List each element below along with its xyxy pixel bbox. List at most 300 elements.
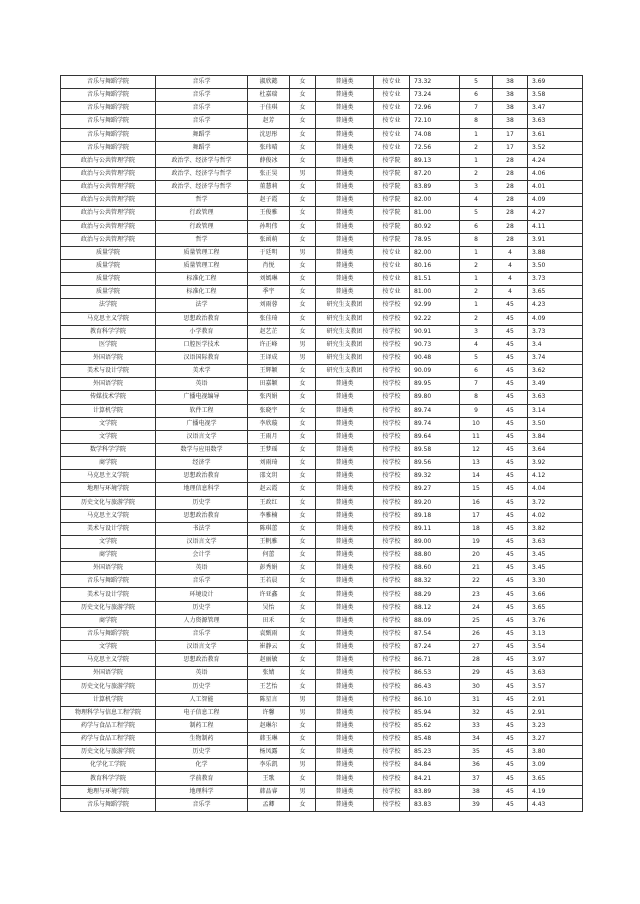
name-cell: 韩品睿 [248, 785, 290, 798]
gender-cell: 女 [290, 575, 316, 588]
gender-cell: 女 [290, 141, 316, 154]
table-row [61, 719, 583, 732]
major-cell: 汉语言文学 [156, 430, 248, 443]
rank-cell: 2 [460, 141, 493, 154]
college-cell: 药学与食品工程学院 [61, 733, 156, 746]
quota-cell: 45 [493, 601, 528, 614]
college-cell: 计算机学院 [61, 693, 156, 706]
gpa-cell: 3.30 [528, 575, 583, 588]
rank-cell: 1 [460, 299, 493, 312]
ranking-scope-cell: 按学校 [374, 549, 410, 562]
major-cell: 英语 [156, 562, 248, 575]
name-cell: 张佳琦 [248, 312, 290, 325]
gender-cell: 女 [290, 299, 316, 312]
name-cell: 陈琪蕾 [248, 522, 290, 535]
major-cell: 舞蹈学 [156, 141, 248, 154]
name-cell: 张丙娟 [248, 391, 290, 404]
ranking-scope-cell: 按专业 [374, 259, 410, 272]
gpa-cell: 3.65 [528, 601, 583, 614]
name-cell: 赵云霞 [248, 483, 290, 496]
quota-cell: 45 [493, 772, 528, 785]
college-cell: 文学院 [61, 417, 156, 430]
ranking-scope-cell: 按学校 [374, 378, 410, 391]
table-row [61, 601, 583, 614]
table-row [61, 259, 583, 272]
category-cell: 普通类 [316, 128, 374, 141]
gpa-cell: 3.74 [528, 351, 583, 364]
quota-cell: 4 [493, 246, 528, 259]
gpa-cell: 3.76 [528, 614, 583, 627]
name-cell: 孙明伟 [248, 220, 290, 233]
rank-cell: 2 [460, 312, 493, 325]
college-cell: 历史文化与旅游学院 [61, 496, 156, 509]
score-cell: 87.20 [410, 167, 460, 180]
name-cell: 杜嘉瑞 [248, 89, 290, 102]
gpa-cell: 3.84 [528, 430, 583, 443]
table-row [61, 443, 583, 456]
gpa-cell: 3.47 [528, 102, 583, 115]
major-cell: 音乐学 [156, 798, 248, 811]
gpa-cell: 3.92 [528, 457, 583, 470]
name-cell: 王艺怡 [248, 680, 290, 693]
gpa-cell: 3.45 [528, 562, 583, 575]
major-cell: 音乐学 [156, 627, 248, 640]
college-cell: 数学科学学院 [61, 443, 156, 456]
table-row [61, 549, 583, 562]
major-cell: 音乐学 [156, 89, 248, 102]
major-cell: 广播电视编导 [156, 391, 248, 404]
major-cell: 地理科学 [156, 785, 248, 798]
score-cell: 72.10 [410, 115, 460, 128]
college-cell: 商学院 [61, 549, 156, 562]
table-row [61, 365, 583, 378]
rank-cell: 19 [460, 535, 493, 548]
gender-cell: 男 [290, 759, 316, 772]
name-cell: 许正峰 [248, 338, 290, 351]
quota-cell: 4 [493, 273, 528, 286]
quota-cell: 38 [493, 115, 528, 128]
table-row [61, 76, 583, 89]
quota-cell: 45 [493, 785, 528, 798]
ranking-scope-cell: 按学校 [374, 759, 410, 772]
major-cell: 美术学 [156, 365, 248, 378]
quota-cell: 28 [493, 233, 528, 246]
gender-cell: 女 [290, 733, 316, 746]
major-cell: 行政管理 [156, 207, 248, 220]
college-cell: 文学院 [61, 535, 156, 548]
quota-cell: 28 [493, 220, 528, 233]
major-cell: 人工智能 [156, 693, 248, 706]
category-cell: 普通类 [316, 522, 374, 535]
major-cell: 生物制药 [156, 733, 248, 746]
quota-cell: 45 [493, 457, 528, 470]
category-cell: 普通类 [316, 575, 374, 588]
college-cell: 物理科学与信息工程学院 [61, 706, 156, 719]
category-cell: 普通类 [316, 562, 374, 575]
major-cell: 人力资源管理 [156, 614, 248, 627]
ranking-scope-cell: 按学校 [374, 588, 410, 601]
major-cell: 思想政治教育 [156, 654, 248, 667]
name-cell: 刘雨蓉 [248, 299, 290, 312]
category-cell: 普通类 [316, 207, 374, 220]
college-cell: 马克思主义学院 [61, 470, 156, 483]
name-cell: 袁甄雨 [248, 627, 290, 640]
quota-cell: 17 [493, 128, 528, 141]
major-cell: 环境设计 [156, 588, 248, 601]
category-cell: 普通类 [316, 76, 374, 89]
ranking-scope-cell: 按学校 [374, 404, 410, 417]
score-cell: 80.92 [410, 220, 460, 233]
score-cell: 92.22 [410, 312, 460, 325]
ranking-scope-cell: 按学校 [374, 522, 410, 535]
quota-cell: 45 [493, 535, 528, 548]
category-cell: 普通类 [316, 733, 374, 746]
category-cell: 普通类 [316, 220, 374, 233]
score-cell: 73.32 [410, 76, 460, 89]
quota-cell: 45 [493, 575, 528, 588]
quota-cell: 45 [493, 733, 528, 746]
name-cell: 王政红 [248, 496, 290, 509]
rank-cell: 8 [460, 115, 493, 128]
category-cell: 普通类 [316, 167, 374, 180]
quota-cell: 45 [493, 693, 528, 706]
ranking-scope-cell: 按学校 [374, 798, 410, 811]
major-cell: 电子信息工程 [156, 706, 248, 719]
quota-cell: 45 [493, 351, 528, 364]
gpa-cell: 3.65 [528, 772, 583, 785]
rank-cell: 22 [460, 575, 493, 588]
category-cell: 普通类 [316, 614, 374, 627]
ranking-scope-cell: 按专业 [374, 102, 410, 115]
table-row [61, 194, 583, 207]
gender-cell: 女 [290, 654, 316, 667]
gpa-cell: 3.73 [528, 273, 583, 286]
name-cell: 赵芳 [248, 115, 290, 128]
category-cell: 研究生支教团 [316, 325, 374, 338]
gender-cell: 女 [290, 470, 316, 483]
score-cell: 89.64 [410, 430, 460, 443]
name-cell: 何蕾 [248, 549, 290, 562]
table-row [61, 785, 583, 798]
major-cell: 音乐学 [156, 102, 248, 115]
score-cell: 88.12 [410, 601, 460, 614]
gender-cell: 男 [290, 167, 316, 180]
rank-cell: 28 [460, 654, 493, 667]
rank-cell: 21 [460, 562, 493, 575]
gpa-cell: 3.61 [528, 128, 583, 141]
quota-cell: 45 [493, 654, 528, 667]
score-cell: 88.32 [410, 575, 460, 588]
table-row [61, 746, 583, 759]
score-cell: 89.18 [410, 509, 460, 522]
ranking-scope-cell: 按学校 [374, 680, 410, 693]
gender-cell: 女 [290, 220, 316, 233]
quota-cell: 45 [493, 417, 528, 430]
score-cell: 84.84 [410, 759, 460, 772]
category-cell: 普通类 [316, 154, 374, 167]
quota-cell: 45 [493, 325, 528, 338]
college-cell: 文学院 [61, 641, 156, 654]
major-cell: 思想政治教育 [156, 509, 248, 522]
table-row [61, 759, 583, 772]
table-row [61, 457, 583, 470]
category-cell: 普通类 [316, 746, 374, 759]
gender-cell: 女 [290, 233, 316, 246]
name-cell: 吴怡 [248, 601, 290, 614]
rank-cell: 8 [460, 233, 493, 246]
ranking-scope-cell: 按学院 [374, 167, 410, 180]
college-cell: 政治与公共管理学院 [61, 220, 156, 233]
gender-cell: 女 [290, 430, 316, 443]
major-cell: 质量管理工程 [156, 259, 248, 272]
ranking-scope-cell: 按学院 [374, 233, 410, 246]
gpa-cell: 4.09 [528, 194, 583, 207]
gender-cell: 女 [290, 483, 316, 496]
gender-cell: 女 [290, 535, 316, 548]
table-row [61, 181, 583, 194]
category-cell: 普通类 [316, 798, 374, 811]
table-row [61, 772, 583, 785]
major-cell: 汉语言文学 [156, 535, 248, 548]
category-cell: 普通类 [316, 693, 374, 706]
college-cell: 马克思主义学院 [61, 654, 156, 667]
ranking-scope-cell: 按学校 [374, 693, 410, 706]
rank-cell: 18 [460, 522, 493, 535]
rank-cell: 5 [460, 76, 493, 89]
gender-cell: 女 [290, 719, 316, 732]
quota-cell: 28 [493, 167, 528, 180]
score-cell: 89.74 [410, 417, 460, 430]
major-cell: 广播电视学 [156, 417, 248, 430]
rank-cell: 10 [460, 417, 493, 430]
gender-cell: 女 [290, 102, 316, 115]
name-cell: 赵琳尔 [248, 719, 290, 732]
college-cell: 历史文化与旅游学院 [61, 746, 156, 759]
name-cell: 肖悦 [248, 259, 290, 272]
category-cell: 普通类 [316, 273, 374, 286]
ranking-scope-cell: 按学校 [374, 391, 410, 404]
gpa-cell: 3.57 [528, 680, 583, 693]
gpa-cell: 3.52 [528, 141, 583, 154]
college-cell: 政治与公共管理学院 [61, 154, 156, 167]
college-cell: 音乐与舞蹈学院 [61, 575, 156, 588]
table-row [61, 141, 583, 154]
gpa-cell: 3.97 [528, 654, 583, 667]
table-row [61, 167, 583, 180]
college-cell: 化学化工学院 [61, 759, 156, 772]
major-cell: 音乐学 [156, 76, 248, 89]
major-cell: 历史学 [156, 496, 248, 509]
ranking-scope-cell: 按学校 [374, 733, 410, 746]
ranking-scope-cell: 按学院 [374, 194, 410, 207]
name-cell: 刘嫣琳 [248, 273, 290, 286]
rank-cell: 17 [460, 509, 493, 522]
gender-cell: 女 [290, 588, 316, 601]
table-row [61, 496, 583, 509]
table-row [61, 273, 583, 286]
score-cell: 89.13 [410, 154, 460, 167]
rank-cell: 2 [460, 167, 493, 180]
name-cell: 王译成 [248, 351, 290, 364]
category-cell: 普通类 [316, 549, 374, 562]
name-cell: 王雨月 [248, 430, 290, 443]
name-cell: 张正昊 [248, 167, 290, 180]
rank-cell: 6 [460, 365, 493, 378]
major-cell: 思想政治教育 [156, 312, 248, 325]
major-cell: 软件工程 [156, 404, 248, 417]
major-cell: 英语 [156, 667, 248, 680]
name-cell: 于佳琪 [248, 102, 290, 115]
gender-cell: 女 [290, 680, 316, 693]
rank-cell: 20 [460, 549, 493, 562]
ranking-scope-cell: 按学院 [374, 181, 410, 194]
gpa-cell: 3.62 [528, 365, 583, 378]
quota-cell: 45 [493, 667, 528, 680]
score-cell: 89.80 [410, 391, 460, 404]
gender-cell: 女 [290, 181, 316, 194]
rank-cell: 2 [460, 259, 493, 272]
gpa-cell: 3.63 [528, 115, 583, 128]
gpa-cell: 3.50 [528, 417, 583, 430]
college-cell: 质量学院 [61, 246, 156, 259]
quota-cell: 45 [493, 549, 528, 562]
quota-cell: 45 [493, 404, 528, 417]
table-row [61, 102, 583, 115]
rank-cell: 4 [460, 194, 493, 207]
gender-cell: 女 [290, 194, 316, 207]
college-cell: 音乐与舞蹈学院 [61, 627, 156, 640]
ranking-scope-cell: 按学校 [374, 325, 410, 338]
score-cell: 78.95 [410, 233, 460, 246]
gender-cell: 女 [290, 312, 316, 325]
college-cell: 美术与设计学院 [61, 522, 156, 535]
gpa-cell: 3.09 [528, 759, 583, 772]
table-row [61, 128, 583, 141]
gpa-cell: 4.23 [528, 299, 583, 312]
table-row [61, 246, 583, 259]
gender-cell: 女 [290, 286, 316, 299]
table-row [61, 667, 583, 680]
quota-cell: 45 [493, 641, 528, 654]
ranking-scope-cell: 按学院 [374, 154, 410, 167]
score-cell: 89.95 [410, 378, 460, 391]
rank-cell: 5 [460, 351, 493, 364]
gpa-cell: 4.01 [528, 181, 583, 194]
table-row [61, 680, 583, 693]
college-cell: 外国语学院 [61, 351, 156, 364]
ranking-scope-cell: 按专业 [374, 115, 410, 128]
name-cell: 杨凤露 [248, 746, 290, 759]
gender-cell: 女 [290, 457, 316, 470]
category-cell: 普通类 [316, 181, 374, 194]
college-cell: 商学院 [61, 614, 156, 627]
score-cell: 85.94 [410, 706, 460, 719]
ranking-scope-cell: 按学校 [374, 351, 410, 364]
major-cell: 历史学 [156, 746, 248, 759]
gpa-cell: 3.54 [528, 641, 583, 654]
gpa-cell: 4.11 [528, 220, 583, 233]
gender-cell: 女 [290, 391, 316, 404]
score-cell: 86.53 [410, 667, 460, 680]
score-cell: 86.71 [410, 654, 460, 667]
score-cell: 90.91 [410, 325, 460, 338]
gpa-cell: 3.49 [528, 378, 583, 391]
quota-cell: 45 [493, 719, 528, 732]
quota-cell: 45 [493, 562, 528, 575]
score-cell: 88.09 [410, 614, 460, 627]
quota-cell: 45 [493, 496, 528, 509]
category-cell: 普通类 [316, 719, 374, 732]
rank-cell: 25 [460, 614, 493, 627]
gender-cell: 女 [290, 496, 316, 509]
ranking-scope-cell: 按学校 [374, 667, 410, 680]
rank-cell: 1 [460, 273, 493, 286]
major-cell: 口腔医学技术 [156, 338, 248, 351]
college-cell: 质量学院 [61, 286, 156, 299]
quota-cell: 45 [493, 378, 528, 391]
ranking-scope-cell: 按学校 [374, 470, 410, 483]
name-cell: 张函萌 [248, 233, 290, 246]
category-cell: 普通类 [316, 246, 374, 259]
name-cell: 韩玉琳 [248, 733, 290, 746]
ranking-scope-cell: 按学校 [374, 614, 410, 627]
gpa-cell: 3.73 [528, 325, 583, 338]
rank-cell: 13 [460, 457, 493, 470]
category-cell: 普通类 [316, 102, 374, 115]
rank-cell: 2 [460, 286, 493, 299]
score-cell: 89.20 [410, 496, 460, 509]
gpa-cell: 4.19 [528, 785, 583, 798]
quota-cell: 45 [493, 443, 528, 456]
gpa-cell: 3.72 [528, 496, 583, 509]
college-cell: 美术与设计学院 [61, 365, 156, 378]
gender-cell: 女 [290, 325, 316, 338]
category-cell: 普通类 [316, 654, 374, 667]
ranking-scope-cell: 按专业 [374, 128, 410, 141]
ranking-scope-cell: 按学校 [374, 654, 410, 667]
rank-cell: 26 [460, 627, 493, 640]
gpa-cell: 4.02 [528, 509, 583, 522]
rank-cell: 3 [460, 181, 493, 194]
score-cell: 90.09 [410, 365, 460, 378]
ranking-scope-cell: 按学校 [374, 772, 410, 785]
gpa-cell: 3.58 [528, 89, 583, 102]
quota-cell: 45 [493, 509, 528, 522]
rank-cell: 6 [460, 220, 493, 233]
quota-cell: 38 [493, 89, 528, 102]
table-row [61, 299, 583, 312]
gpa-cell: 3.23 [528, 719, 583, 732]
gpa-cell: 3.50 [528, 259, 583, 272]
ranking-scope-cell: 按学校 [374, 338, 410, 351]
gender-cell: 女 [290, 115, 316, 128]
rank-cell: 32 [460, 706, 493, 719]
gpa-cell: 3.65 [528, 286, 583, 299]
ranking-scope-cell: 按学校 [374, 443, 410, 456]
ranking-scope-cell: 按学校 [374, 706, 410, 719]
name-cell: 田禾 [248, 614, 290, 627]
category-cell: 普通类 [316, 588, 374, 601]
category-cell: 普通类 [316, 483, 374, 496]
gpa-cell: 3.45 [528, 549, 583, 562]
category-cell: 普通类 [316, 233, 374, 246]
name-cell: 许馨 [248, 706, 290, 719]
college-cell: 商学院 [61, 457, 156, 470]
major-cell: 质量管理工程 [156, 246, 248, 259]
major-cell: 英语 [156, 378, 248, 391]
major-cell: 经济学 [156, 457, 248, 470]
score-cell: 89.56 [410, 457, 460, 470]
